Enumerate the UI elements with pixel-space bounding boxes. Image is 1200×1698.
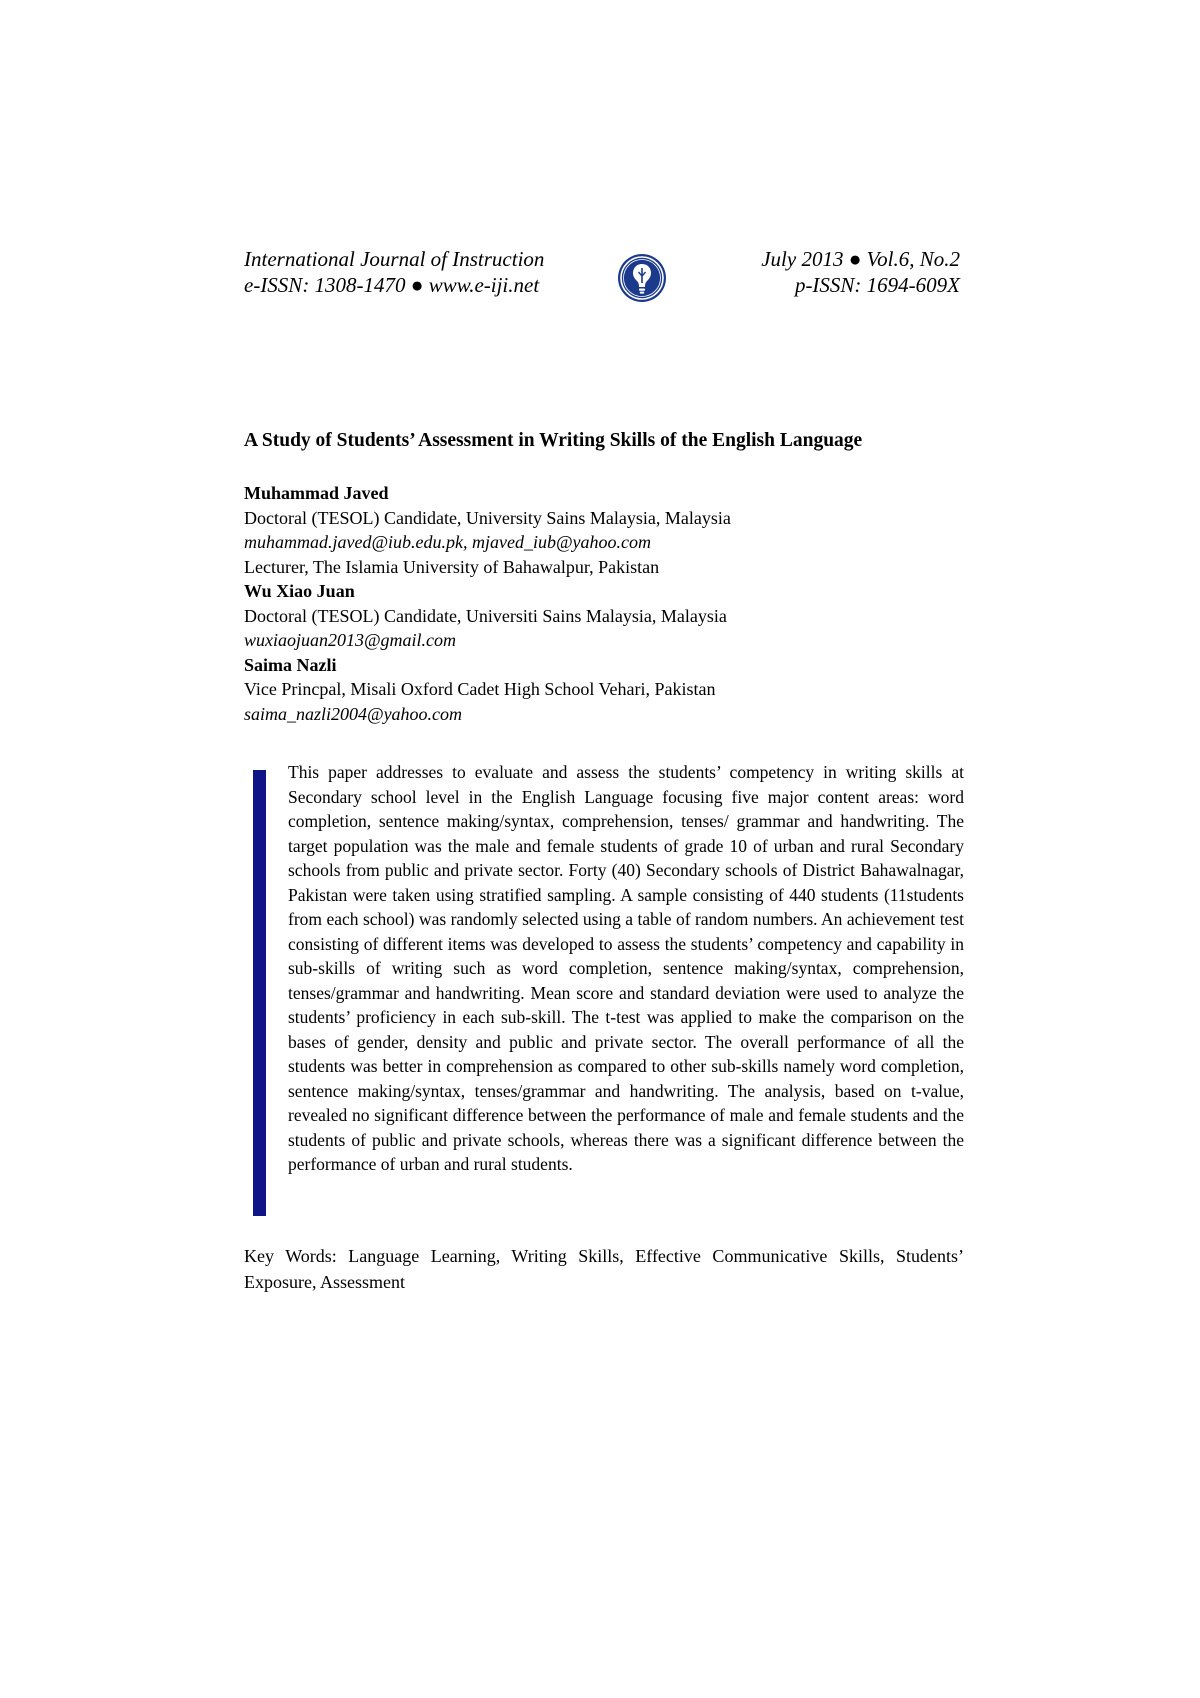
pissn: p-ISSN: 1694-609X bbox=[794, 273, 960, 297]
author-affiliation: Doctoral (TESOL) Candidate, Universiti Sains Malaysia, Malaysia bbox=[244, 605, 727, 626]
author-list bbox=[244, 481, 960, 726]
keywords: Key Words: Language Learning, Writing Skills, Effective Communicative Skills, Students’ Exposure, Assessment bbox=[244, 1246, 964, 1292]
eissn-website: e-ISSN: 1308-1470 ● www.e-iji.net bbox=[244, 273, 540, 297]
issue-info: July 2013 ● Vol.6, No.2 bbox=[761, 247, 960, 271]
abstract-text: This paper addresses to evaluate and assess the students’ competency in writing skills at Secondary school level in the English Language focusing five major content areas: word completion, sentence making/syntax, comprehension, tenses/ grammar and handwriting. The target population was the male and female students of grade 10 of urban and rural Secondary schools from public and private sector. Forty (40) Secondary schools of District Bahawalnagar, Pakistan were taken using stratified sampling. A sample consisting of 440 students (11students from each school) was randomly selected using a table of random numbers. An achievement test consisting of different items was developed to assess the students’ competency and capability in sub-skills of writing such as word completion, sentence making/syntax, comprehension, tenses/grammar and handwriting. Mean score and standard deviation were used to analyze the students’ proficiency in each sub-skill. The t-test was applied to make the comparison on the bases of gender, density and public and private sector. The overall performance of all the students was better in comprehension as compared to other sub-skills namely word completion, sentence making/syntax, tenses/grammar and handwriting. The analysis, based on t-value, revealed no significant difference between the performance of male and female students and the students of public and private schools, whereas there was a significant difference between the performance of urban and rural students. bbox=[288, 762, 964, 1174]
author-affiliation: Doctoral (TESOL) Candidate, University Sains Malaysia, Malaysia bbox=[244, 507, 731, 528]
author-affiliation: Vice Princpal, Misali Oxford Cadet High School Vehari, Pakistan bbox=[244, 679, 716, 699]
author-email: muhammad.javed@iub.edu.pk, mjaved_iub@yahoo.com bbox=[244, 532, 652, 552]
author-affiliation: Lecturer, The Islamia University of Bahawalpur, Pakistan bbox=[244, 556, 660, 577]
journal-name: International Journal of Instruction bbox=[244, 247, 545, 271]
author-email: saima_nazli2004@yahoo.com bbox=[244, 703, 463, 724]
author-email: wuxiaojuan2013@gmail.com bbox=[244, 630, 457, 650]
journal-header bbox=[244, 246, 960, 306]
author-name: Saima Nazli bbox=[244, 654, 337, 675]
author-name: Muhammad Javed bbox=[244, 483, 389, 503]
author-name: Wu Xiao Juan bbox=[244, 581, 355, 601]
abstract-accent-bar bbox=[253, 770, 266, 1216]
paper-title: A Study of Students’ Assessment in Writing Skills of the English Language bbox=[244, 430, 863, 451]
journal-logo-icon bbox=[616, 252, 668, 304]
